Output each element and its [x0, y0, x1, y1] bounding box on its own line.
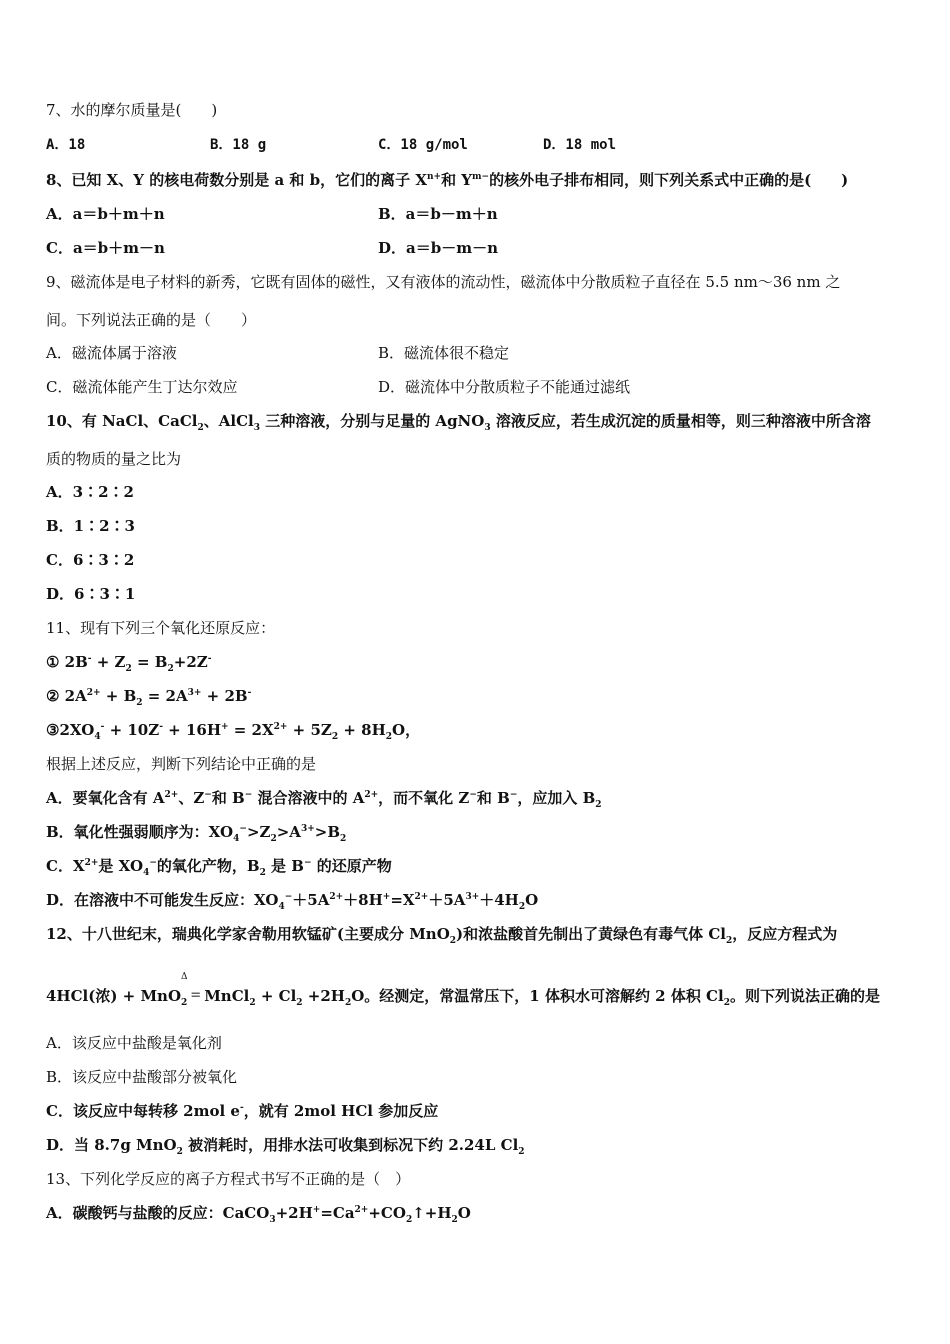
q9-option-d: D．磁流体中分散质粒子不能通过滤纸 — [378, 378, 631, 396]
q12-option-a: A．该反应中盐酸是氧化剂 — [46, 1034, 222, 1052]
q9-option-a: A．磁流体属于溶液 — [46, 344, 177, 362]
q9-option-c: C．磁流体能产生丁达尔效应 — [46, 378, 238, 396]
q10-stem-line2: 质的物质的量之比为 — [46, 450, 182, 468]
q8-option-d: D．a＝b－m－n — [378, 239, 498, 257]
q10-option-d: D．6∶3∶1 — [46, 585, 136, 603]
q11-option-b: B．氧化性强弱顺序为：$XO_4^->Z_2>A^{3+}>B_2$ — [46, 823, 347, 844]
q10-stem-line1: 10、有 NaCl、CaCl$_2$、AlCl$_3$ 三种溶液，分别与足量的 AgNO$_3$ 溶液反应，若生成沉淀的质量相等，则三种溶液中所含溶 — [46, 412, 871, 433]
heating-delta-symbol: Δ — [181, 972, 188, 982]
q9-stem-line1: 9、磁流体是电子材料的新秀，它既有固体的磁性，又有液体的流动性，磁流体中分散质粒子直径在 5.5 nm～36 nm 之 — [46, 273, 841, 291]
q13-option-a: A．碳酸钙与盐酸的反应：$CaCO_3+2H^+=Ca^{2+}+CO_2↑+H_2O$ — [46, 1204, 471, 1225]
q8-option-a: A．a＝b＋m＋n — [46, 205, 165, 223]
q7-option-b: B．18 g — [210, 137, 267, 153]
q10-option-a: A．3∶2∶2 — [46, 483, 134, 501]
q8-stem: 8、已知 X、Y 的核电荷数分别是 a 和 b，它们的离子 $X^{n+}$和 $Y^{m-}$的核外电子排布相同，则下列关系式中正确的是( ) — [46, 171, 849, 189]
q10-option-c: C．6∶3∶2 — [46, 551, 135, 569]
q8-option-b: B．a＝b－m＋n — [378, 205, 498, 223]
q12-option-c: C．该反应中每转移 2mol e-，就有 2mol HCl 参加反应 — [46, 1102, 439, 1120]
q12-option-b: B．该反应中盐酸部分被氧化 — [46, 1068, 238, 1086]
q10-option-b: B．1∶2∶3 — [46, 517, 135, 535]
q11-option-c: C．$X^{2+}$是 $XO_4^-$的氧化产物，$B_2$ 是 B− 的还原产物 — [46, 857, 392, 878]
q9-option-b: B．磁流体很不稳定 — [378, 344, 510, 362]
q11-lead: 根据上述反应，判断下列结论中正确的是 — [46, 755, 317, 773]
q7-stem: 7、水的摩尔质量是( ) — [46, 101, 218, 119]
q8-option-c: C．a＝b＋m－n — [46, 239, 165, 257]
q12-option-d: D．当 8.7g MnO$_2$ 被消耗时，用排水法可收集到标况下约 2.24L $Cl_2$ — [46, 1136, 525, 1157]
q11-reaction-3: $③2XO_4^- + 10Z^- + 16H^+ = 2X^{2+} + 5Z_2 + 8H_2O$， — [46, 721, 421, 742]
q12-equation-line: 4HCl(浓) + MnO$_2$ = MnCl$_2$ + $Cl_2 +2H_2O$。经测定，常温常压下，1 体积水可溶解约 2 体积 $Cl_2$。则下列说法正确的是 — [46, 987, 880, 1008]
q11-reaction-2: ② $2A^{2+} + B_2 = 2A^{3+} + 2B^-$ — [46, 687, 252, 708]
q12-stem-line1: 12、十八世纪末，瑞典化学家舍勒用软锰矿(主要成分 MnO$_2$)和浓盐酸首先制出了黄绿色有毒气体 $Cl_2$，反应方程式为 — [46, 925, 838, 946]
q7-option-a: A．18 — [46, 137, 86, 153]
q11-reaction-1: ① $2B^- + Z_2 = B_2+2Z^-$ — [46, 653, 212, 674]
q7-option-c: C．18 g/mol — [378, 137, 468, 153]
q7-option-d: D．18 mol — [543, 137, 617, 153]
q11-option-a: A．要氧化含有 $A^{2+}$、Z−和 B− 混合溶液中的 $A^{2+}$，而不氧化 Z−和 B−，应加入 $B_2$ — [46, 789, 602, 810]
equation-equals-sign: = — [190, 988, 202, 1003]
q11-stem: 11、现有下列三个氧化还原反应： — [46, 619, 276, 637]
q11-option-d: D．在溶液中不可能发生反应：$XO_4^-+5A^{2+}+8H^+=X^{2+}+5A^{3+}+4H_2O$ — [46, 891, 539, 912]
q9-stem-line2: 间。下列说法正确的是（ ） — [46, 311, 257, 329]
q13-stem: 13、下列化学反应的离子方程式书写不正确的是（ ） — [46, 1170, 411, 1188]
